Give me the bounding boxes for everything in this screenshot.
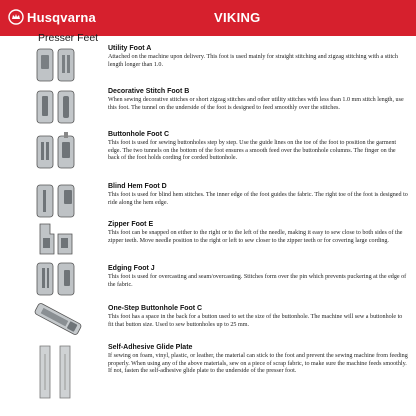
buttonhole-foot-icon: [34, 132, 84, 174]
one-step-buttonhole-foot-icon: [30, 302, 80, 336]
foot-description: When sewing decorative stitches or short zigzag stitches and other utility stitches with less than 1.0 mm stitch length, use this foot. The tunnel on the underside of the foot is designed to feed smoothly over the stitches.: [108, 97, 404, 111]
husqvarna-logo: [8, 9, 96, 25]
foot-description: This foot has a space in the back for a button used to set the size of the buttonhole. The machine will sew a buttonhole to fit that button size. Used to sew buttonholes up to 25 mm.: [108, 314, 403, 328]
foot-description: If sewing on foam, vinyl, plastic, or leather, the material can stick to the foot and prevent the sewing machine from feeding properly. When using any of the above materials, sew on a piece of scrap fabric, to make sure the machine feeds smoothly. If not, fasten the self-adhesive glide plate to the underside of the presser foot.: [108, 353, 408, 375]
zipper-foot-icon: [34, 220, 84, 260]
foot-text: [108, 220, 408, 245]
foot-title: Decorative Stitch Foot B: [108, 88, 190, 95]
foot-title: Blind Hem Foot D: [108, 183, 167, 190]
foot-title: Edging Foot J: [108, 265, 155, 272]
foot-text: [108, 87, 408, 112]
foot-text: [108, 182, 408, 207]
blind-hem-foot-icon: [34, 182, 84, 222]
brand-header: [0, 0, 416, 36]
glide-plate-icon: [34, 344, 84, 400]
decorative-stitch-foot-icon: [34, 88, 84, 128]
brand-left-text: Husqvarna: [27, 9, 96, 25]
foot-title: Self-Adhesive Glide Plate: [108, 344, 193, 351]
utility-foot-icon: [34, 46, 84, 86]
foot-description: This foot is used for overcasting and seam/overcasting. Stitches form over the pin which prevents puckering at the edge of the fabric.: [108, 274, 407, 288]
foot-description: Attached on the machine upon delivery. This foot is used mainly for straight stitching and zigzag stitching with a stitch length longer than 1.0.: [108, 54, 398, 68]
foot-title: One-Step Buttonhole Foot C: [108, 305, 203, 312]
crown-icon: [8, 9, 24, 25]
foot-title: Buttonhole Foot C: [108, 131, 170, 138]
edging-foot-icon: [34, 260, 84, 300]
page-title: Presser Feet: [38, 32, 99, 44]
foot-text: [108, 264, 408, 289]
foot-description: This foot is used for blind hem stitches. The inner edge of the foot guides the fabric. The right toe of the foot is designed to ride along the hem edge.: [108, 192, 408, 206]
foot-description: This foot can be snapped on either to the right or to the left of the needle, making it easy to sew close to both sides of the zipper teeth. Move needle position to the right or left to sew closer to the zipper teeth or for covering large cording.: [108, 230, 403, 244]
foot-title: Utility Foot A: [108, 45, 152, 52]
foot-text: [108, 343, 408, 376]
foot-description: This foot is used for sewing buttonholes step by step. Use the guide lines on the toe of the foot to position the garment edge. The two tunnels on the bottom of the foot ensures a smooth feed over the buttonhole columns. The finger on the back of the foot holds cording for corded buttonhole.: [108, 140, 397, 162]
foot-text: [108, 304, 408, 329]
foot-title: Zipper Foot E: [108, 221, 154, 228]
viking-logo: VIKING: [214, 10, 261, 25]
foot-text: [108, 130, 408, 163]
foot-text: [108, 44, 408, 69]
